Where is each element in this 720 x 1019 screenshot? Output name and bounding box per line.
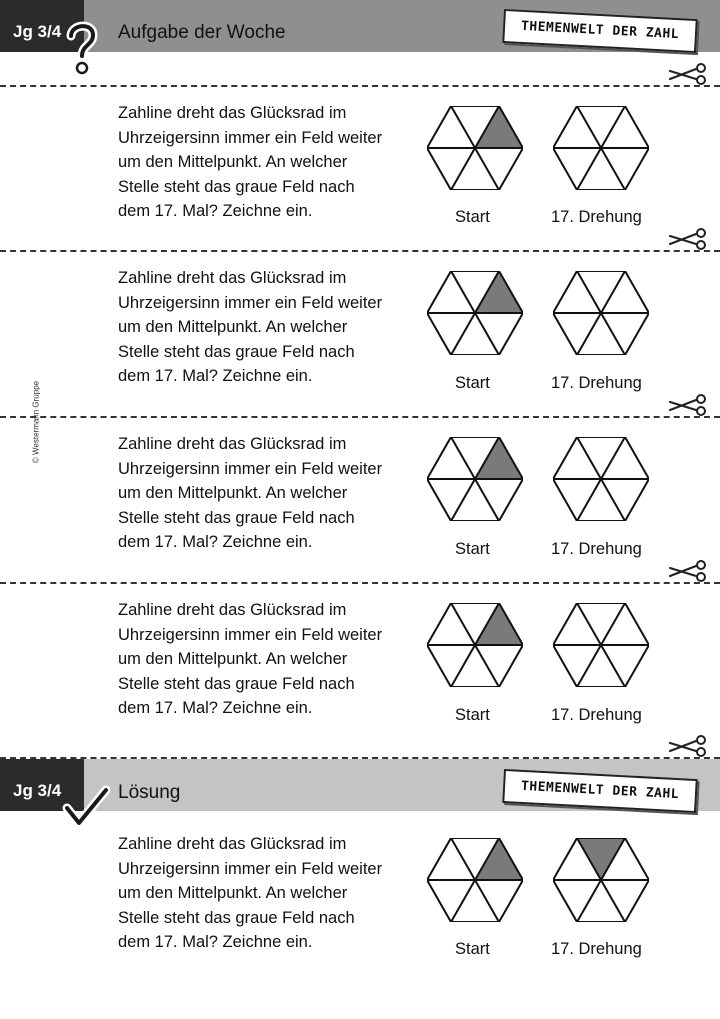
start-wheel (427, 106, 523, 190)
task-line: dem 17. Mal? Zeichne ein. (118, 202, 313, 221)
scissors-icon (668, 394, 708, 416)
copyright-note: © Westermann Gruppe (31, 380, 41, 464)
scissors-icon (668, 735, 708, 757)
turn-label: 17. Drehung (551, 706, 642, 724)
task-line: Stelle steht das graue Feld nach (118, 508, 355, 527)
start-wheel (427, 437, 523, 521)
answer-wheel (553, 437, 649, 521)
task-line: um den Mittelpunkt. An welcher (118, 318, 348, 337)
task-line: dem 17. Mal? Zeichne ein. (118, 533, 313, 552)
task-line: dem 17. Mal? Zeichne ein. (118, 933, 313, 952)
task-line: Stelle steht das graue Feld nach (118, 674, 355, 693)
turn-label: 17. Drehung (551, 374, 642, 392)
task-line: um den Mittelpunkt. An welcher (118, 884, 348, 903)
task-line: dem 17. Mal? Zeichne ein. (118, 367, 313, 386)
task-text (118, 832, 418, 955)
task-text (118, 101, 418, 224)
start-wheel (427, 271, 523, 355)
scissors-icon (668, 63, 708, 85)
start-wheel (427, 603, 523, 687)
scissors-icon (668, 560, 708, 582)
task-line: Uhrzeigersinn immer ein Feld weiter (118, 859, 383, 878)
turn-label: 17. Drehung (551, 940, 642, 958)
grade-label: Jg 3/4 (13, 22, 62, 41)
grade-label: Jg 3/4 (13, 781, 62, 800)
turn-label: 17. Drehung (551, 540, 642, 558)
answer-wheel (553, 603, 649, 687)
task-line: Uhrzeigersinn immer ein Feld weiter (118, 625, 383, 644)
cut-line (0, 85, 720, 87)
task-text (118, 432, 418, 555)
themenwelt-badge: THEMENWELT DER ZAHL (502, 9, 698, 53)
task-line: Stelle steht das graue Feld nach (118, 342, 355, 361)
task-line: Stelle steht das graue Feld nach (118, 908, 355, 927)
task-line: Uhrzeigersinn immer ein Feld weiter (118, 293, 383, 312)
task-line: um den Mittelpunkt. An welcher (118, 153, 348, 172)
checkmark-icon (62, 782, 110, 830)
task-line: Zahline dreht das Glücksrad im (118, 835, 347, 853)
answer-wheel (553, 106, 649, 190)
scissors-icon (668, 228, 708, 250)
task-line: um den Mittelpunkt. An welcher (118, 484, 348, 503)
task-line: Zahline dreht das Glücksrad im (118, 269, 347, 287)
task-line: Zahline dreht das Glücksrad im (118, 104, 347, 122)
cut-line (0, 582, 720, 584)
task-line: Zahline dreht das Glücksrad im (118, 601, 347, 619)
solution-title: Lösung (118, 782, 181, 803)
page-title: Aufgabe der Woche (118, 22, 286, 43)
task-line: dem 17. Mal? Zeichne ein. (118, 699, 313, 718)
turn-label: 17. Drehung (551, 208, 642, 226)
task-line: um den Mittelpunkt. An welcher (118, 650, 348, 669)
themenwelt-badge: THEMENWELT DER ZAHL (502, 769, 698, 813)
task-line: Stelle steht das graue Feld nach (118, 177, 355, 196)
answer-wheel (553, 271, 649, 355)
solution-wheel (553, 838, 649, 922)
cut-line (0, 416, 720, 418)
task-text (118, 266, 418, 389)
task-line: Uhrzeigersinn immer ein Feld weiter (118, 128, 383, 147)
start-wheel (427, 838, 523, 922)
question-mark-icon (62, 18, 102, 78)
start-label: Start (455, 940, 490, 958)
start-label: Start (455, 706, 490, 724)
cut-line (0, 250, 720, 252)
task-line: Uhrzeigersinn immer ein Feld weiter (118, 459, 383, 478)
task-text (118, 598, 418, 721)
task-line: Zahline dreht das Glücksrad im (118, 435, 347, 453)
start-label: Start (455, 540, 490, 558)
start-label: Start (455, 208, 490, 226)
start-label: Start (455, 374, 490, 392)
